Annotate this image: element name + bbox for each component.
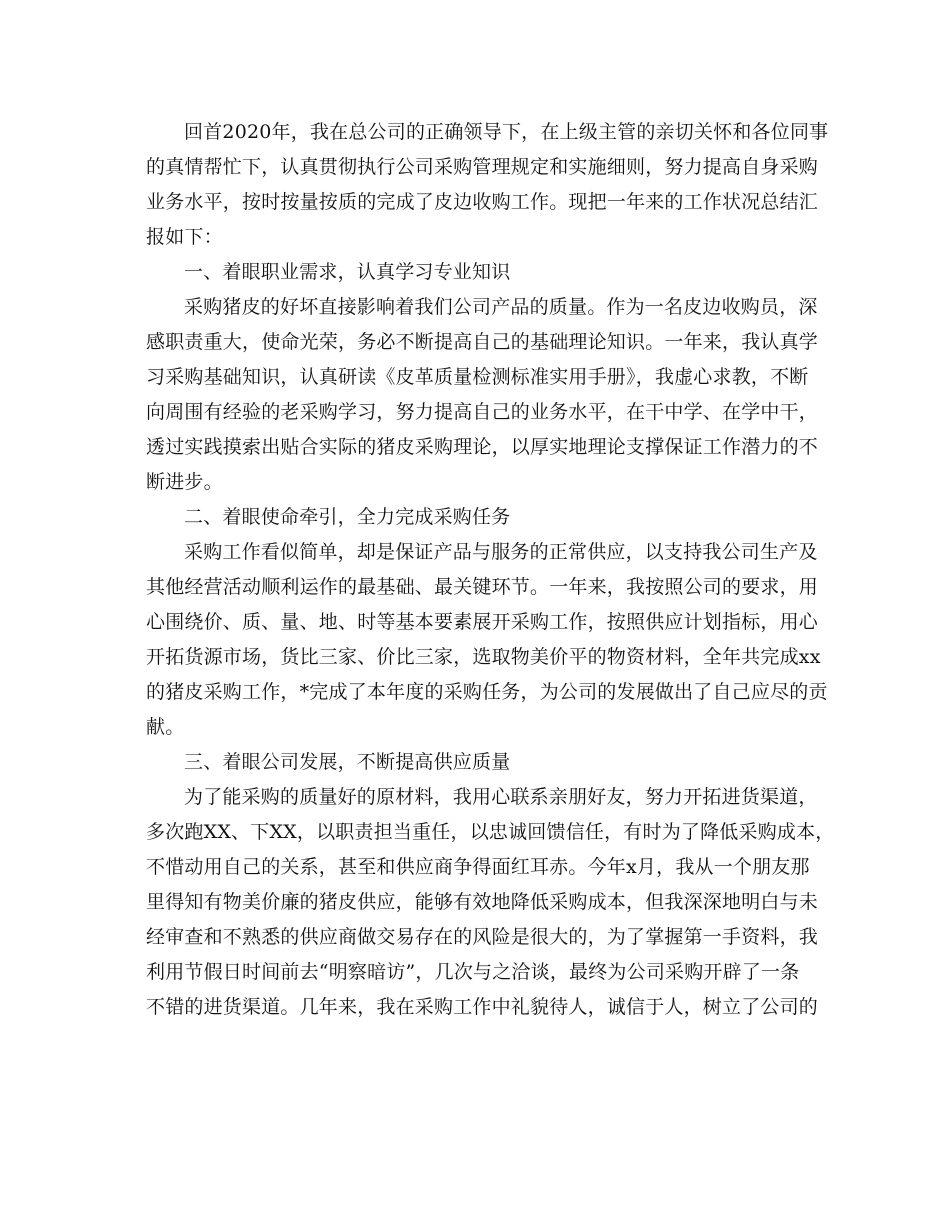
text-line: 开拓货源市场，货比三家、价比三家，选取物美价平的物资材料，全年共完成xx [146, 646, 821, 668]
text-line: 不错的进货渠道。几年来，我在采购工作中礼貌待人，诚信于人，树立了公司的 [146, 996, 819, 1018]
text-line: 采购工作看似简单，却是保证产品与服务的正常供应，以支持我公司生产及 [184, 541, 818, 563]
paragraph-task [146, 535, 828, 745]
section-heading-1: 一、着眼职业需求，认真学习专业知识 [184, 261, 511, 283]
text-line: 其他经营活动顺利运作的最基础、最关键环节。一年来，我按照公司的要求，用 [146, 576, 819, 598]
text-line: 不惜动用自己的关系，甚至和供应商争得面红耳赤。今年x月，我从一个朋友那 [146, 856, 810, 878]
text-line: 感职责重大，使命光荣，务必不断提高自己的基础理论知识。一年来，我认真学 [146, 331, 819, 353]
section-heading-2: 二、着眼使命牵引，全力完成采购任务 [184, 506, 511, 528]
text-line: 的真情帮忙下，认真贯彻执行公司采购管理规定和实施细则，努力提高自身采购 [146, 156, 819, 178]
paragraph-study [146, 290, 819, 500]
paragraph-supply [146, 780, 835, 1025]
text-line: 断进步。 [146, 471, 223, 493]
section-heading-3: 三、着眼公司发展，不断提高供应质量 [184, 751, 511, 773]
text-line: 向周围有经验的老采购学习，努力提高自己的业务水平，在干中学、在学中干， [146, 401, 819, 423]
text-line: 多次跑XX、下XX，以职责担当重任，以忠诚回馈信任，有时为了降低采购成本， [146, 821, 835, 843]
text-line: 报如下： [146, 226, 223, 248]
text-line: 心围绕价、质、量、地、时等基本要素展开采购工作，按照供应计划指标，用心 [146, 611, 819, 633]
text-line: 回首2020年，我在总公司的正确领导下，在上级主管的亲切关怀和各位同事 [184, 121, 829, 143]
text-line: 利用节假日时间前去“明察暗访”，几次与之洽谈，最终为公司采购开辟了一条 [146, 961, 800, 983]
text-line: 习采购基础知识，认真研读《皮革质量检测标准实用手册》，我虚心求教，不断 [146, 366, 809, 388]
text-line: 里得知有物美价廉的猪皮供应，能够有效地降低采购成本，但我深深地明白与未 [146, 891, 819, 913]
text-line: 经审查和不熟悉的供应商做交易存在的风险是很大的，为了掌握第一手资料，我 [146, 926, 819, 948]
paragraph-intro [146, 115, 829, 255]
text-line: 采购猪皮的好坏直接影响着我们公司产品的质量。作为一名皮边收购员，深 [184, 296, 818, 318]
text-line: 为了能采购的质量好的原材料，我用心联系亲朋好友，努力开拓进货渠道， [184, 786, 818, 808]
text-line: 透过实践摸索出贴合实际的猪皮采购理论，以厚实地理论支撑保证工作潜力的不 [146, 436, 819, 458]
text-line: 的猪皮采购工作，*完成了本年度的采购任务，为公司的发展做出了自己应尽的贡 [146, 681, 828, 703]
text-line: 业务水平，按时按量按质的完成了皮边收购工作。现把一年来的工作状况总结汇 [146, 191, 819, 213]
text-line: 献。 [146, 716, 185, 738]
document-body [146, 115, 835, 1025]
